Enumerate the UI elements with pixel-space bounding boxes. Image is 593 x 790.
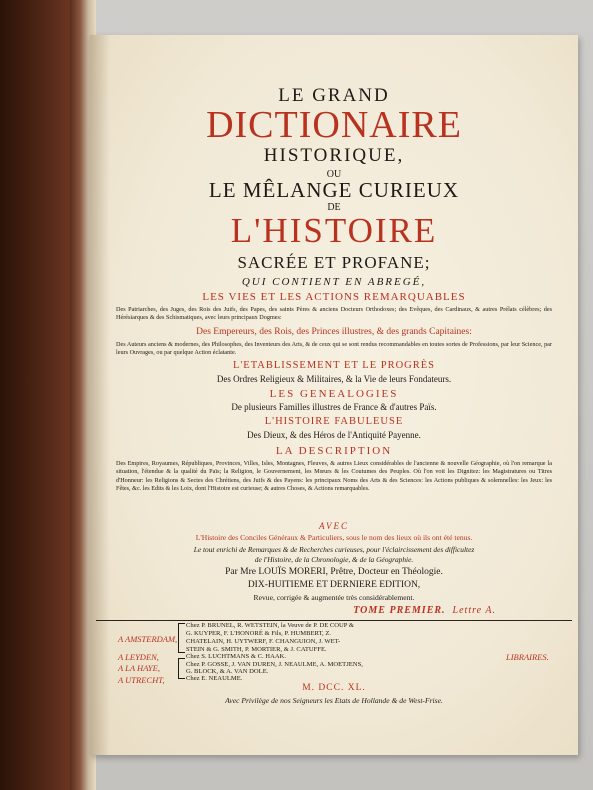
title-line-ou: OU — [326, 169, 342, 180]
section-description-text: Des Empires, Royaumes, Républiques, Provinces, Villes, Isles, Montagnes, Fleuves, & autres Lieux considérables de l'ancienne & nouvelle Géographie, où l'on remarque la situation, l'étendue & la qualité du Païs; la Religion, le Gouvernement, les Mœurs & les Coutumes des Peuples. Où l'on voit les Dignitez: les Magistratures ou Titres d'Honneur: les Religions & Sectes des Chrétiens, des Juifs & des Payens: les principaux Noms des Arts & des Sciences: les Actions publiques & solemnelles: les Jeux: les Fêtes, &c. les Edits & les Loix, dont l'Histoire est curieuse; & autres Choses, & Actions remarquables. — [116, 460, 552, 493]
title-line-historique: HISTORIQUE, — [263, 145, 405, 166]
publisher-line-3: CHATELAIN, H. UYTWERF, F. CHANGUION, J. WET- — [186, 638, 341, 645]
publisher-line-4: STEIN & G. SMITH, P. MORTIER, & J. CATUFFE. — [186, 646, 327, 653]
section-etablissement-heading: L'ETABLISSEMENT ET LE PROGRÈS — [232, 360, 436, 371]
section-conciles: L'Histoire des Conciles Généraux & Particuliers, sous le nom des lieux où ils ont été tenus. — [195, 533, 473, 542]
section-genealogies-text: De plusieurs Familles illustres de France & d'autres Païs. — [231, 402, 437, 412]
section-enrichi-line1: Le tout enrichi de Remarques & de Recherches curieuses, pour l'éclaircissement des difficultez — [193, 545, 475, 554]
section-empereurs-heading: Des Empereurs, des Rois, des Princes illustres, & des grands Capitaines: — [196, 327, 472, 337]
section-fabuleuse-heading: L'HISTOIRE FABULEUSE — [264, 416, 404, 427]
city-utrecht: A UTRECHT, — [118, 675, 165, 685]
title-line-qui-contient: QUI CONTIENT EN ABREGÉ, — [241, 276, 427, 288]
tome-label — [96, 606, 496, 616]
brace-amsterdam — [178, 623, 185, 653]
revue-line: Revue, corrigée & augmentée très considérablement. — [253, 593, 415, 602]
section-description-heading: LA DESCRIPTION — [275, 445, 393, 457]
publisher-line-1: Chez P. BRUNEL, R. WETSTEIN, la Veuve de P. DE COUP & — [186, 622, 355, 629]
title-line-sacree: SACRÉE ET PROFANE; — [237, 253, 431, 272]
city-la-haye: A LA HAYE, — [118, 663, 160, 673]
brace-la-haye — [178, 658, 185, 679]
section-avec: AVEC — [318, 521, 350, 531]
section-empereurs-text: Des Auteurs anciens & modernes, des Philosophes, des Inventeurs des Arts, & de ceux qui se sont rendus recommandables en toutes sortes de Professions, par leur Science, par leurs Ouvrages, ou par quelque Action éclatante. — [116, 341, 552, 356]
publisher-line-5: Chez S. LUCHTMANS & C. HAAK. — [186, 653, 287, 660]
publisher-line-2: G. KUYPER, F. L'HONORÉ & Fils, P. HUMBERT, Z. — [186, 630, 332, 637]
publisher-line-8: Chez E. NEAULME. — [186, 675, 243, 682]
city-amsterdam: A AMSTERDAM, — [118, 634, 178, 644]
title-line-histoire: L'HISTOIRE — [230, 211, 438, 250]
lettre-a: Lettre A. — [452, 605, 496, 616]
author-line: Par Mre LOUÏS MORERI, Prêtre, Docteur en Théologie. — [225, 567, 443, 577]
privilege-line: Avec Privilège de nos Seigneurs les Etats de Hollande & de West-Frise. — [225, 696, 443, 705]
title-line-melange: LE MÊLANGE CURIEUX — [208, 178, 460, 202]
title-line-dictionaire: DICTIONAIRE — [206, 104, 462, 146]
publisher-line-7: G. BLOCK, & A. VAN DOLE. — [186, 668, 269, 675]
edition-line: DIX-HUITIEME ET DERNIERE EDITION, — [247, 580, 421, 590]
tome-premier: TOME PREMIER. — [353, 605, 446, 616]
section-enrichi-line2: de l'Histoire, de la Chronologie, & de la Géographie. — [254, 555, 414, 564]
title-line-de: DE — [327, 202, 341, 213]
imprint-date: M. DCC. XL. — [302, 683, 366, 693]
section-fabuleuse-text: Des Dieux, & des Héros de l'Antiquité Payenne. — [247, 430, 421, 440]
city-leyden: A LEYDEN, — [118, 652, 159, 662]
title-line-le-grand: LE GRAND — [278, 85, 390, 106]
section-vies-text: Des Patriarches, des Juges, des Rois des Juifs, des Papes, des saints Pères & anciens Docteurs Orthodoxes; des Evêques, des Cardinaux, & autres Prélats célèbres; des Hérésiarques & des Schismatiques, avec leurs principaux Dogmes: — [116, 306, 552, 321]
section-etablissement-text: Des Ordres Religieux & Militaires, & la Vie de leurs Fondateurs. — [216, 374, 452, 384]
libraires-label: LIBRAIRES. — [506, 652, 549, 662]
section-vies-heading: LES VIES ET LES ACTIONS REMARQUABLES — [202, 291, 466, 303]
imprint-block — [96, 622, 572, 684]
section-genealogies-heading: LES GENEALOGIES — [269, 388, 399, 400]
rule-top — [96, 620, 572, 621]
publisher-line-6: Chez P. GOSSE, J. VAN DUREN, J. NEAULME, A. MOETJENS, — [186, 661, 363, 668]
